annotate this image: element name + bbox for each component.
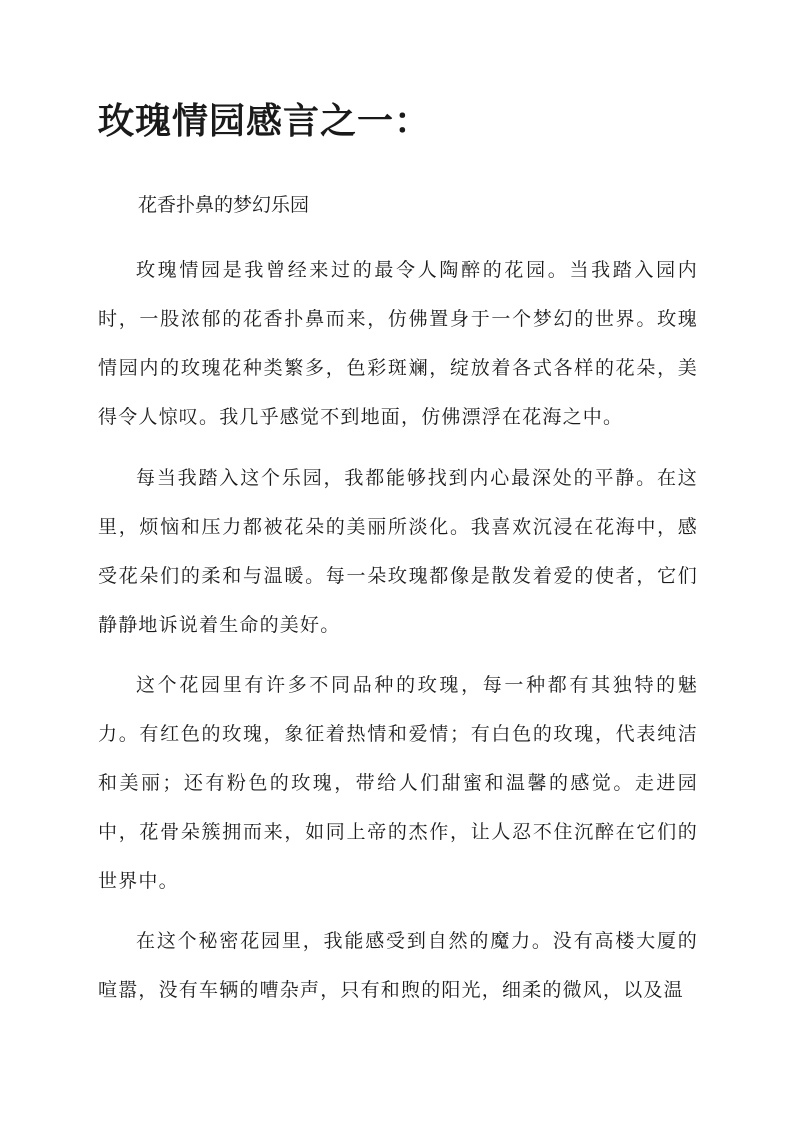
paragraph-2: 每当我踏入这个乐园，我都能够找到内心最深处的平静。在这里，烦恼和压力都被花朵的美丽所淡化。我喜欢沉浸在花海中，感受花朵们的柔和与温暖。每一朵玫瑰都像是散发着爱的使者，它们静静地诉说着生命的美好。	[98, 467, 698, 636]
paragraph-1: 玫瑰情园是我曾经来过的最令人陶醉的花园。当我踏入园内时，一股浓郁的花香扑鼻而来，仿佛置身于一个梦幻的世界。玫瑰情园内的玫瑰花种类繁多，色彩斑斓，绽放着各式各样的花朵，美得令人惊叹。我几乎感觉不到地面，仿佛漂浮在花海之中。	[98, 259, 698, 428]
subtitle: 花香扑鼻的梦幻乐园	[138, 194, 310, 216]
paragraph-3: 这个花园里有许多不同品种的玫瑰，每一种都有其独特的魅力。有红色的玫瑰，象征着热情和爱情；有白色的玫瑰，代表纯洁和美丽；还有粉色的玫瑰，带给人们甜蜜和温馨的感觉。走进园中，花骨朵簇拥而来，如同上帝的杰作，让人忍不住沉醉在它们的世界中。	[98, 674, 698, 892]
paragraph-4: 在这个秘密花园里，我能感受到自然的魔力。没有高楼大厦的喧嚣，没有车辆的嘈杂声，只有和煦的阳光，细柔的微风，以及温	[98, 930, 698, 1001]
page-title: 玫瑰情园感言之一：	[98, 100, 432, 142]
